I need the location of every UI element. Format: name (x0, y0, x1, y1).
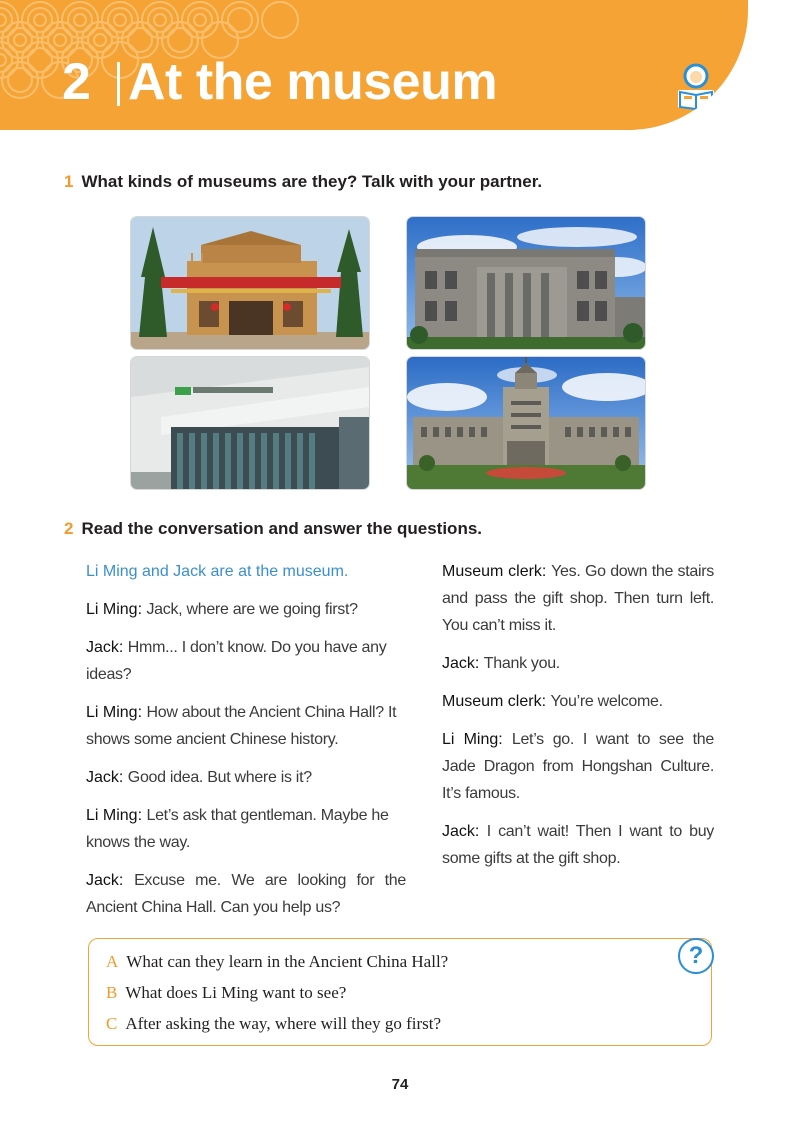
speaker-name: Li Ming: (86, 704, 143, 721)
activity-instruction: Read the conversation and answer the questions. (81, 519, 483, 538)
dialogue-line (86, 764, 406, 791)
speech-text: Thank you. (483, 655, 560, 672)
unit-title: At the museum (128, 53, 498, 111)
question-item (106, 952, 448, 972)
speech-text: Hmm... I don’t know. Do you have any ideas? (86, 639, 387, 683)
dialogue-line (86, 596, 406, 623)
dialogue-line (86, 867, 406, 921)
question-letter: C (106, 1014, 118, 1033)
question-letter: B (106, 983, 118, 1002)
page-number: 74 (391, 1076, 409, 1093)
speech-text: You’re welcome. (550, 693, 663, 710)
speaker-name: Jack: (442, 823, 480, 840)
question-item (106, 1014, 441, 1034)
speech-text: How about the Ancient China Hall? It shows some ancient Chinese history. (86, 704, 397, 748)
museum-photo-4 (406, 356, 646, 490)
unit-number: 2 (62, 53, 91, 111)
question-text: After asking the way, where will they go first? (125, 1014, 442, 1033)
dialogue-line (86, 699, 406, 753)
museum-photo-3 (130, 356, 370, 490)
conversation-column-left (86, 558, 406, 932)
conversation-intro: Li Ming and Jack are at the museum. (86, 563, 349, 580)
title-divider (117, 62, 120, 106)
speaker-name: Museum clerk: (442, 563, 547, 580)
activity-2-heading (64, 519, 482, 539)
speaker-name: Museum clerk: (442, 693, 547, 710)
speaker-name: Jack: (442, 655, 480, 672)
dialogue-line (442, 818, 714, 872)
activity-1-heading (64, 172, 542, 192)
conversation-column-right (442, 558, 714, 883)
activity-instruction: What kinds of museums are they? Talk with your partner. (81, 172, 543, 191)
activity-number: 2 (64, 519, 74, 538)
question-letter: A (106, 952, 119, 971)
speech-text: Let’s ask that gentleman. Maybe he knows the way. (86, 807, 389, 851)
speech-text: I can’t wait! Then I want to buy some gifts at the gift shop. (442, 823, 714, 867)
museum-photo-2 (406, 216, 646, 350)
reader-icon (674, 62, 718, 110)
speaker-name: Li Ming: (442, 731, 503, 748)
speech-text: Good idea. But where is it? (127, 769, 312, 786)
speech-text: Yes. Go down the stairs and pass the gift shop. Then turn left. You can’t miss it. (442, 563, 714, 634)
dialogue-line (86, 802, 406, 856)
museum-photo-1 (130, 216, 370, 350)
question-mark-icon: ? (678, 938, 714, 974)
dialogue-line (442, 688, 714, 715)
speaker-name: Jack: (86, 769, 124, 786)
speech-text: Let’s go. I want to see the Jade Dragon from Hongshan Culture. It’s famous. (442, 731, 714, 802)
dialogue-line (442, 726, 714, 807)
dialogue-line (442, 650, 714, 677)
question-item (106, 983, 346, 1003)
speech-text: Jack, where are we going first? (146, 601, 358, 618)
dialogue-line (442, 558, 714, 639)
speaker-name: Li Ming: (86, 807, 143, 824)
speaker-name: Jack: (86, 872, 124, 889)
question-text: What can they learn in the Ancient China Hall? (126, 952, 449, 971)
speech-text: Excuse me. We are looking for the Ancient China Hall. Can you help us? (86, 872, 406, 916)
dialogue-line (86, 634, 406, 688)
speaker-name: Li Ming: (86, 601, 143, 618)
unit-header-banner (0, 0, 748, 130)
activity-number: 1 (64, 172, 74, 191)
speaker-name: Jack: (86, 639, 124, 656)
question-text: What does Li Ming want to see? (125, 983, 347, 1002)
